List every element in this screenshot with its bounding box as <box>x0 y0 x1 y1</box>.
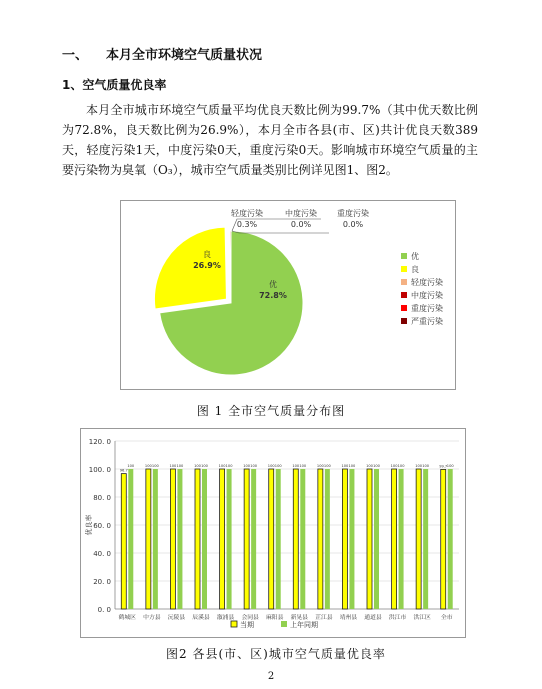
pie-legend-label-0: 优 <box>411 252 419 261</box>
bar-lastyear-11 <box>399 469 404 609</box>
bar-lastyear-12 <box>423 469 428 609</box>
bar-ytick-label-0: 0. 0 <box>97 606 111 614</box>
pie-label-name-1: 良 <box>203 250 211 259</box>
bar-xtick-label-0: 鹤城区 <box>118 615 136 621</box>
bar-ytick-label-3: 60. 0 <box>93 522 111 530</box>
bar-lastyear-0 <box>128 469 133 609</box>
pie-legend-swatch-0 <box>401 253 407 259</box>
bar-ytick-label-4: 80. 0 <box>93 494 111 502</box>
pie-label-value-0: 72.8% <box>259 291 287 300</box>
bar-value-label-4-1: 100 <box>225 464 233 468</box>
section-number: 一、 <box>62 48 89 63</box>
bar-value-label-5-0: 100 <box>243 464 251 468</box>
bar-lastyear-2 <box>177 469 182 609</box>
bar-value-label-10-0: 100 <box>366 464 373 468</box>
bar-xtick-label-13: 全市 <box>440 615 453 621</box>
bar-lastyear-3 <box>202 469 207 609</box>
bar-lastyear-13 <box>448 469 453 609</box>
bar-ylabel: 优良率 <box>85 514 93 536</box>
bar-value-label-11-1: 100 <box>397 464 405 468</box>
bar-value-label-9-0: 100 <box>341 464 349 468</box>
bar-current-2 <box>170 469 175 609</box>
body-paragraph <box>62 100 478 180</box>
bar-xtick-label-11: 洪江市 <box>388 615 407 621</box>
pie-legend-label-5: 严重污染 <box>411 317 443 326</box>
bar-ytick-label-2: 40. 0 <box>93 550 111 558</box>
pie-label-value-4: 0.0% <box>342 220 364 229</box>
bar-value-label-3-0: 100 <box>194 464 201 468</box>
figure2-frame <box>80 428 466 638</box>
pie-legend-label-4: 重度污染 <box>411 304 443 313</box>
pie-label-name-2: 轻度污染 <box>231 209 263 218</box>
bar-lastyear-10 <box>374 469 379 609</box>
bar-value-label-8-0: 100 <box>316 464 324 468</box>
bar-value-label-9-1: 100 <box>348 464 356 468</box>
pie-label-value-1: 26.9% <box>193 261 221 270</box>
bar-xtick-label-12: 洪江区 <box>413 615 431 621</box>
bar-lastyear-4 <box>227 469 232 609</box>
bar-lastyear-9 <box>349 469 354 609</box>
page-number: 2 <box>267 671 275 682</box>
bar-xtick-label-6: 麻阳县 <box>266 615 284 621</box>
bar-current-11 <box>392 469 397 609</box>
bar-legend-label-1: 上年同期 <box>290 621 318 629</box>
bar-value-label-2-1: 100 <box>176 464 184 468</box>
bar-ytick-label-5: 100. 0 <box>88 466 111 474</box>
pie-legend-swatch-1 <box>401 266 407 272</box>
bar-value-label-5-1: 100 <box>250 464 258 468</box>
bar-value-label-4-0: 100 <box>218 464 226 468</box>
pie-chart <box>121 201 455 389</box>
bar-xtick-label-10: 通道县 <box>364 615 382 621</box>
bar-current-5 <box>244 469 249 609</box>
pie-label-value-2: 0.3% <box>236 220 258 229</box>
section-heading <box>62 44 262 63</box>
bar-lastyear-1 <box>153 469 158 609</box>
bar-current-6 <box>269 469 274 609</box>
pie-legend-label-1: 良 <box>411 265 419 274</box>
pie-legend-label-3: 中度污染 <box>411 291 443 300</box>
bar-lastyear-5 <box>251 469 256 609</box>
bar-current-4 <box>220 469 225 609</box>
bar-value-label-3-1: 100 <box>201 464 208 468</box>
bar-chart <box>81 429 465 637</box>
bar-value-label-1-0: 100 <box>144 464 152 468</box>
bar-value-label-11-0: 100 <box>390 464 398 468</box>
pie-label-name-4: 重度污染 <box>337 209 369 218</box>
bar-current-3 <box>195 469 200 609</box>
bar-value-label-7-0: 100 <box>292 464 300 468</box>
bar-lastyear-6 <box>276 469 281 609</box>
bar-value-label-13-0: 99.7 <box>439 464 448 469</box>
bar-value-label-13-1: 100 <box>446 464 454 468</box>
bar-value-label-8-1: 100 <box>323 464 331 468</box>
pie-label-name-0: 优 <box>269 280 277 289</box>
pie-legend-swatch-5 <box>401 318 407 324</box>
figure1-caption: 图 1 全市空气质量分布图 <box>196 404 346 418</box>
bar-current-9 <box>342 469 347 609</box>
bar-value-label-0-0: 96.7 <box>119 468 128 473</box>
bar-xtick-label-7: 新晃县 <box>290 615 308 621</box>
bar-ytick-label-1: 20. 0 <box>93 578 111 586</box>
bar-value-label-12-1: 100 <box>422 464 430 468</box>
pie-legend-label-2: 轻度污染 <box>411 278 443 287</box>
paragraph-text: 本月全市城市环境空气质量平均优良天数比例为99.7%（其中优天数比例为72.8%，良天数比例为26.9%），本月全市各县(市、区)共计优良天数389天，轻度污染1天，中度污染0天，重度污染0天。影响城市环境空气质量的主要污染物为臭氧（O₃），城市空气质量类别比例详见图1、图2。 <box>62 103 478 177</box>
bar-legend-swatch-1 <box>281 621 287 627</box>
pie-legend-swatch-4 <box>401 305 407 311</box>
bar-current-0 <box>121 474 126 609</box>
bar-value-label-2-0: 100 <box>169 464 177 468</box>
bar-current-7 <box>293 469 298 609</box>
bar-xtick-label-1: 中方县 <box>143 615 161 621</box>
figure1-frame <box>120 200 456 390</box>
bar-current-10 <box>367 469 372 609</box>
bar-value-label-6-1: 100 <box>274 464 282 468</box>
bar-xtick-label-9: 靖州县 <box>339 615 358 621</box>
bar-value-label-12-0: 100 <box>415 464 423 468</box>
bar-current-1 <box>146 469 151 609</box>
bar-value-label-0-1: 100 <box>127 464 135 468</box>
pie-legend-swatch-3 <box>401 292 407 298</box>
bar-lastyear-8 <box>325 469 330 609</box>
bar-ytick-label-6: 120. 0 <box>88 438 111 446</box>
bar-xtick-label-3: 辰溪县 <box>192 615 210 621</box>
bar-current-13 <box>441 469 446 609</box>
pie-label-value-3: 0.0% <box>290 220 312 229</box>
bar-xtick-label-8: 芷江县 <box>315 615 333 621</box>
bar-current-8 <box>318 469 323 609</box>
bar-value-label-6-0: 100 <box>267 464 275 468</box>
bar-legend-swatch-0 <box>231 621 237 627</box>
bar-xtick-label-2: 沅陵县 <box>167 615 186 621</box>
bar-value-label-10-1: 100 <box>373 464 380 468</box>
bar-lastyear-7 <box>300 469 305 609</box>
subsection-heading: 1、空气质量优良率 <box>62 78 167 92</box>
bar-current-12 <box>416 469 421 609</box>
bar-value-label-7-1: 100 <box>299 464 307 468</box>
bar-value-label-1-1: 100 <box>151 464 159 468</box>
bar-legend-label-0: 当期 <box>240 621 254 629</box>
section-title: 本月全市环境空气质量状况 <box>106 48 263 63</box>
pie-slice-2 <box>230 231 231 303</box>
figure2-caption: 图2 各县(市、区)城市空气质量优良率 <box>166 647 386 661</box>
pie-label-name-3: 中度污染 <box>285 209 317 218</box>
pie-legend-swatch-2 <box>401 279 407 285</box>
bar-xtick-label-4: 溆浦县 <box>216 615 235 621</box>
bar-xtick-label-5: 会同县 <box>241 615 259 621</box>
